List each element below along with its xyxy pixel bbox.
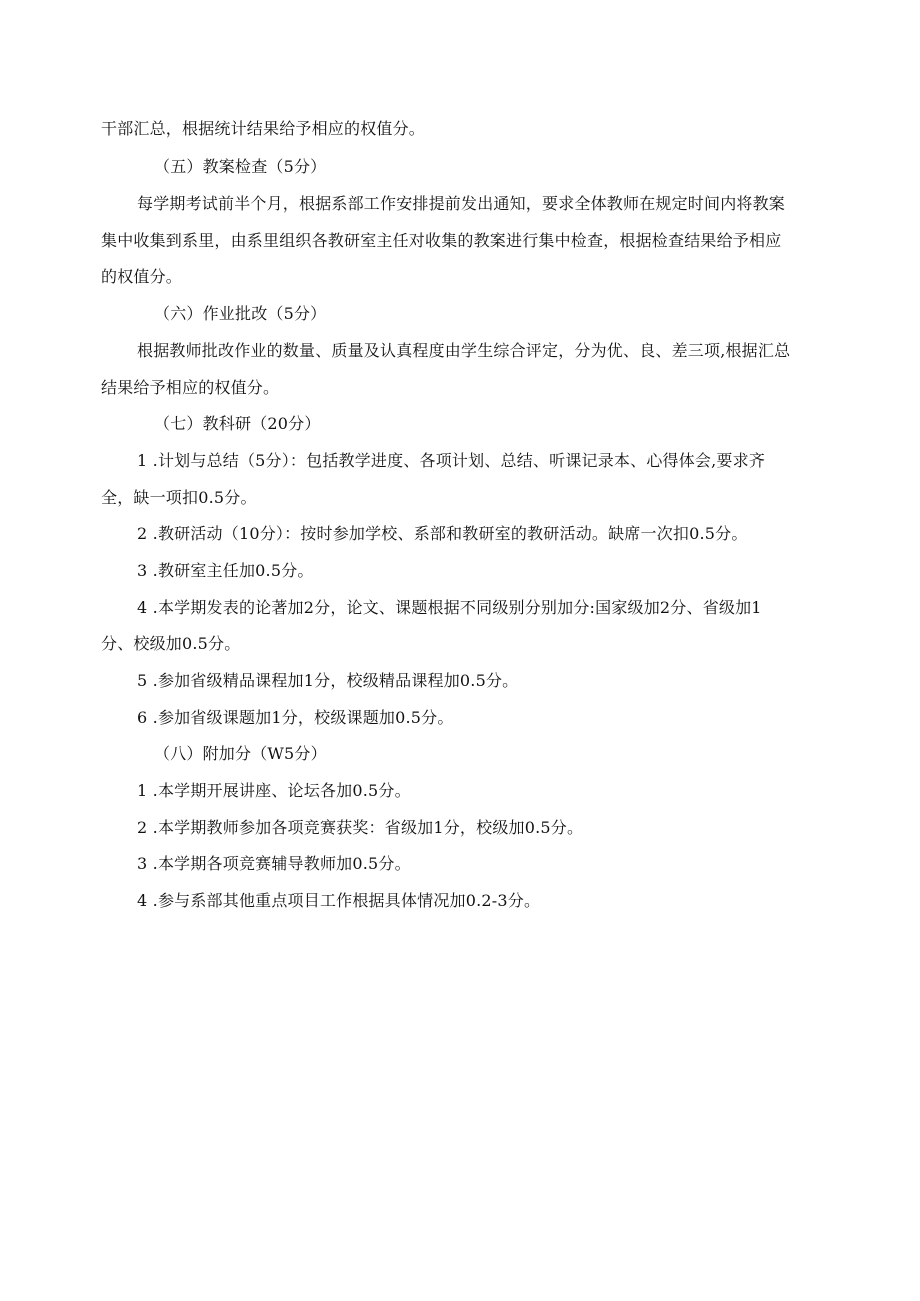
list-item: 6 .参加省级课题加1分，校级课题加0.5分。 bbox=[137, 708, 454, 727]
section-heading-8: （八）附加分（W5分） bbox=[154, 744, 327, 763]
paragraph-line: 结果给予相应的权值分。 bbox=[101, 378, 280, 397]
section-heading-6: （六）作业批改（5分） bbox=[154, 304, 327, 323]
list-item: 2 .本学期教师参加各项竞赛获奖：省级加1分，校级加0.5分。 bbox=[137, 818, 584, 837]
list-item: 3 .本学期各项竞赛辅导教师加0.5分。 bbox=[137, 854, 411, 873]
paragraph-line: 的权值分。 bbox=[101, 267, 183, 286]
list-item-line: 4 .本学期发表的论著加2分，论文、课题根据不同级别分别加分:国家级加2分、省级加1 bbox=[137, 598, 762, 617]
list-item: 1 .本学期开展讲座、论坛各加0.5分。 bbox=[137, 781, 411, 800]
list-item-line: 全，缺一项扣0.5分。 bbox=[101, 488, 257, 507]
section-heading-7: （七）教科研（20分） bbox=[154, 414, 321, 433]
list-item-line: 分、校级加0.5分。 bbox=[101, 634, 241, 653]
paragraph-line: 每学期考试前半个月，根据系部工作安排提前发出通知，要求全体教师在规定时间内将教案 bbox=[137, 194, 786, 213]
section-heading-5: （五）教案检查（5分） bbox=[154, 157, 327, 176]
list-item: 5 .参加省级精品课程加1分，校级精品课程加0.5分。 bbox=[137, 671, 519, 690]
list-item: 3 .教研室主任加0.5分。 bbox=[137, 561, 314, 580]
list-item-line: 1 .计划与总结（5分）：包括教学进度、各项计划、总结、听课记录本、心得体会,要求齐 bbox=[137, 451, 766, 470]
list-item: 2 .教研活动（10分）：按时参加学校、系部和教研室的教研活动。缺席一次扣0.5分。 bbox=[137, 524, 748, 543]
list-item: 4 .参与系部其他重点项目工作根据具体情况加0.2-3分。 bbox=[137, 891, 541, 910]
paragraph-line: 集中收集到系里，由系里组织各教研室主任对收集的教案进行集中检查，根据检查结果给予相应 bbox=[101, 231, 782, 250]
paragraph-line: 干部汇总，根据统计结果给予相应的权值分。 bbox=[101, 119, 426, 138]
paragraph-line: 根据教师批改作业的数量、质量及认真程度由学生综合评定，分为优、良、差三项,根据汇总 bbox=[137, 341, 791, 360]
